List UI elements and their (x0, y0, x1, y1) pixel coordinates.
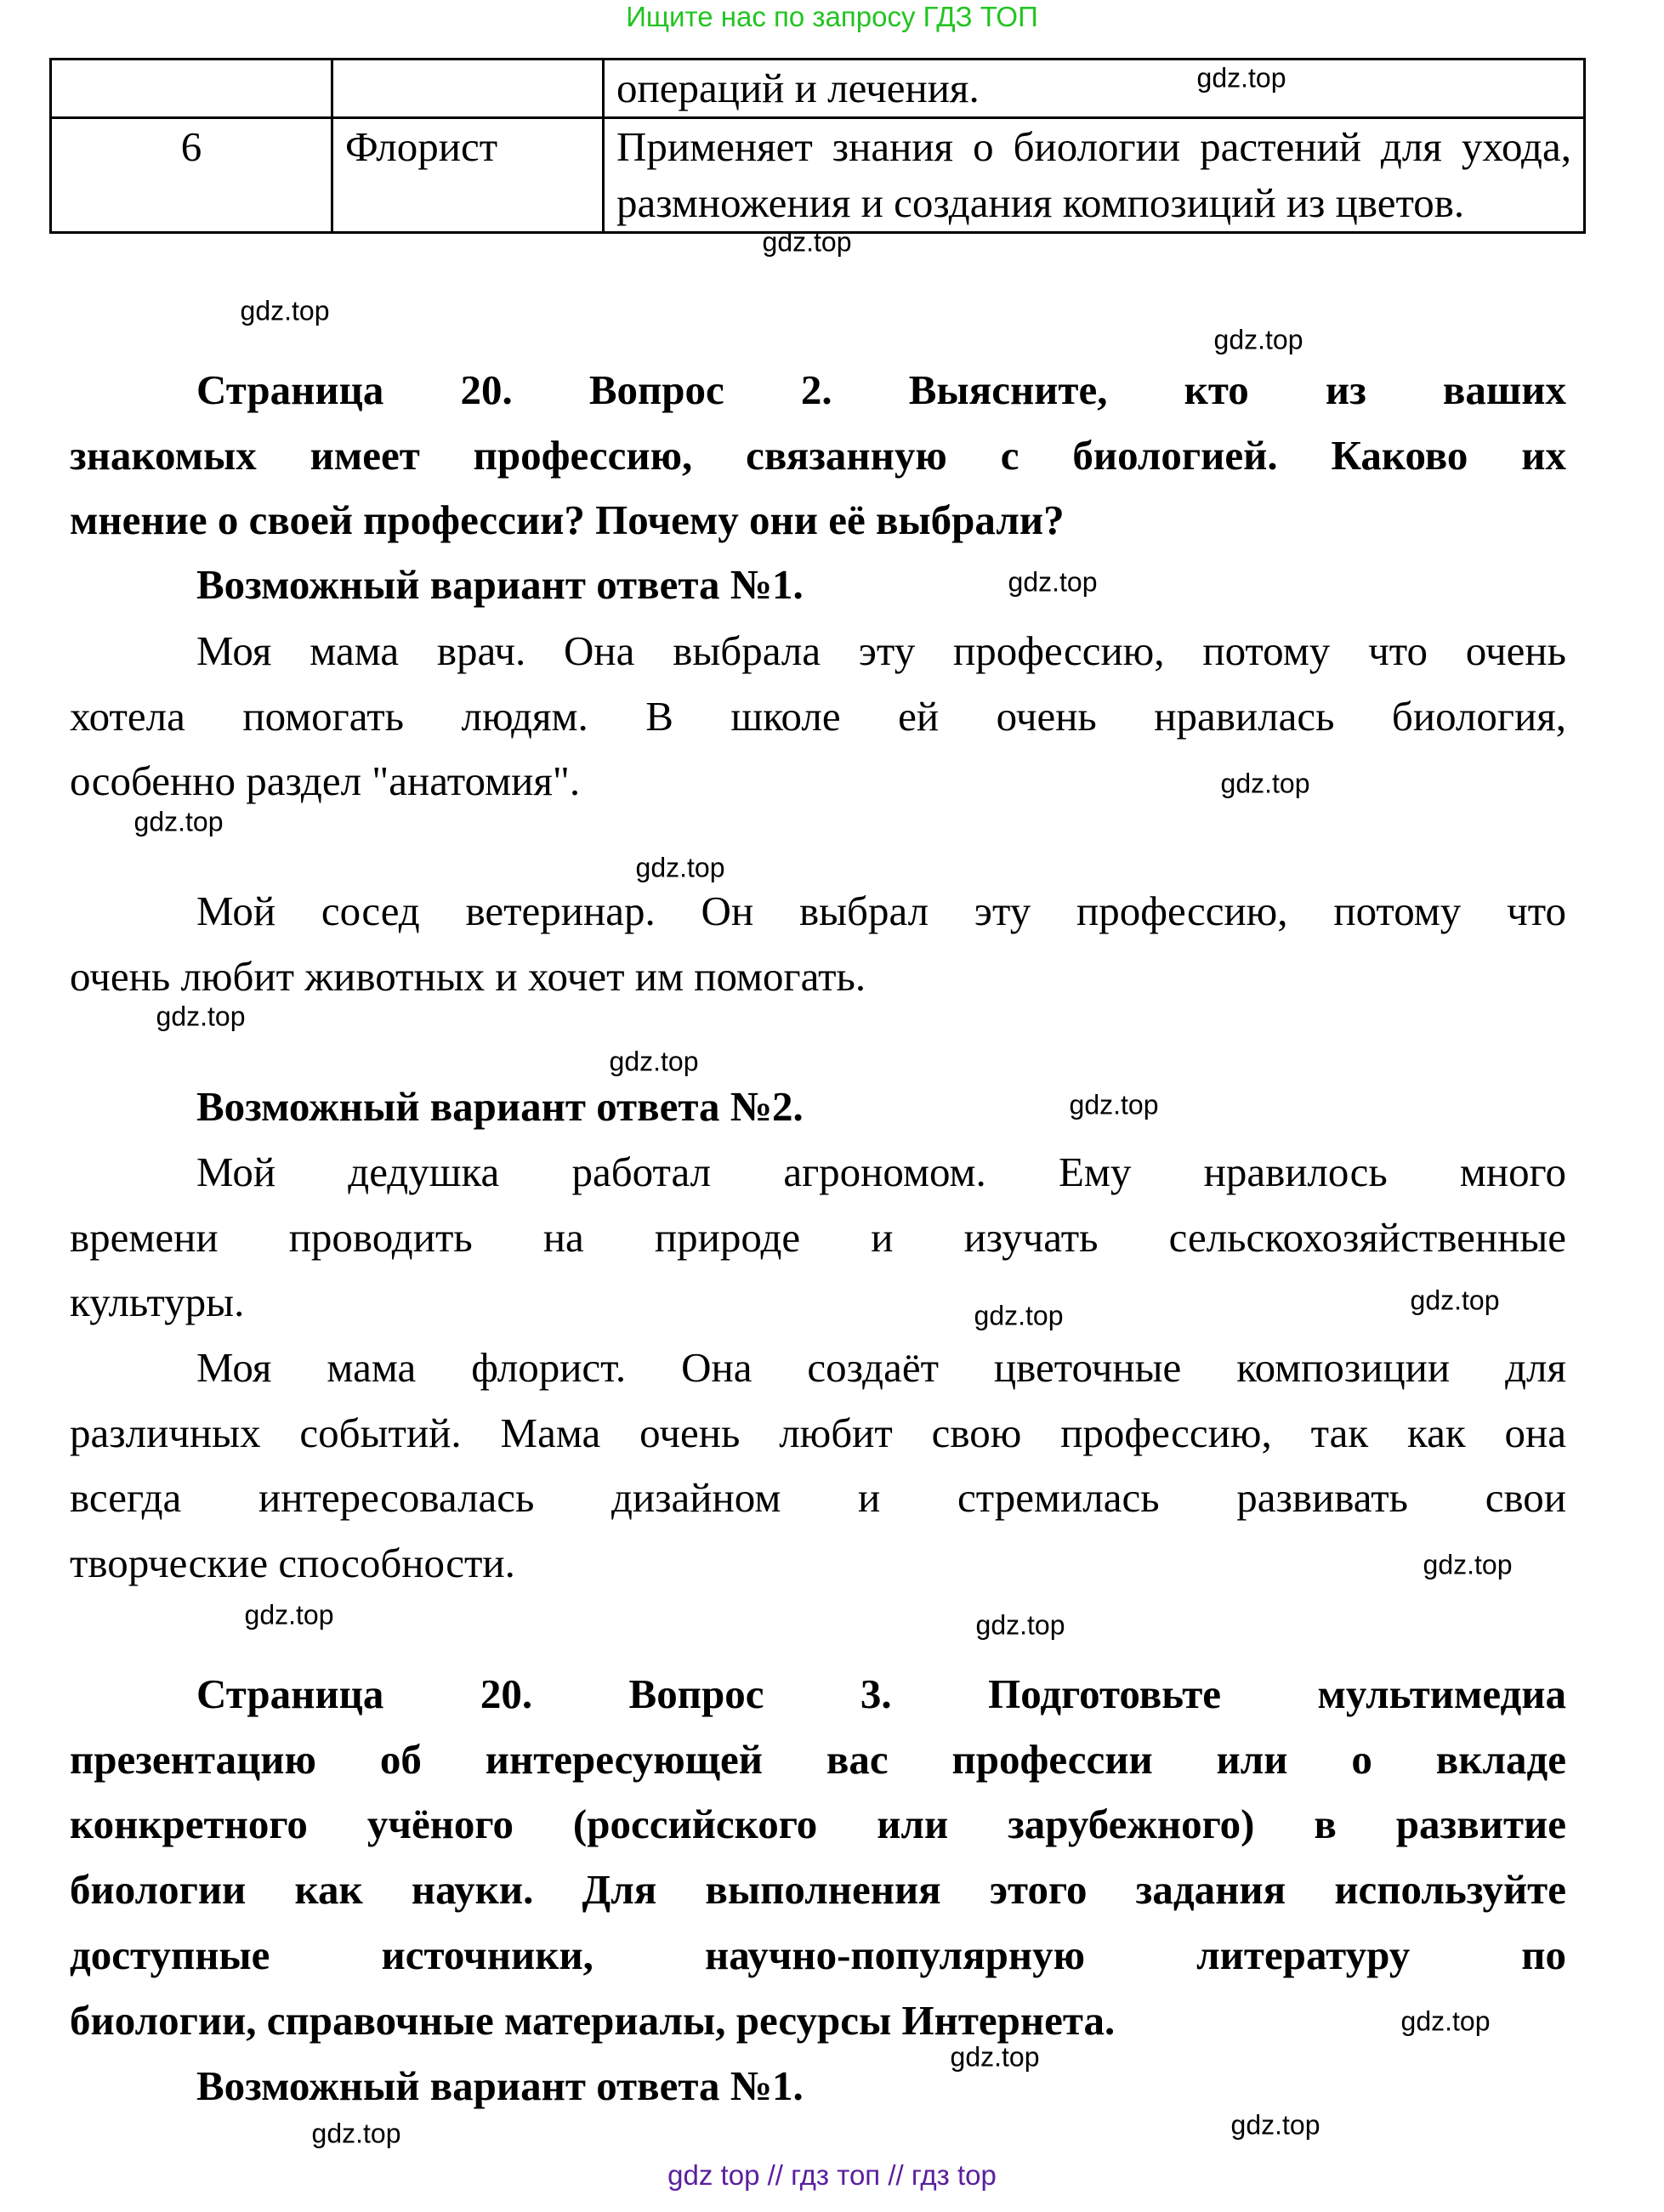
watermark: gdz.top (240, 295, 330, 326)
watermark: gdz.top (133, 806, 224, 837)
text-line: доступные источники, научно-популярную литературу по (70, 1931, 1566, 1978)
footer-links[interactable]: gdz top // гдз топ // гдз top (667, 2159, 997, 2191)
text-line: конкретного учёного (российского или зарубежного) в развитие (70, 1801, 1566, 1848)
watermark: gdz.top (975, 1609, 1065, 1641)
table-row (51, 60, 1585, 118)
watermark: gdz.top (635, 852, 725, 883)
text-line: мнение о своей профессии? Почему они её выбрали? (70, 496, 1065, 544)
answer-paragraph (70, 619, 1566, 814)
text-line: Возможный вариант ответа №1. (196, 561, 804, 608)
text-line: хотела помогать людям. В школе ей очень нравилась биология, (70, 692, 1566, 740)
search-banner[interactable]: Ищите нас по запросу ГДЗ ТОП (626, 1, 1038, 32)
text-line: презентацию об интересующей вас профессии или о вкладе (70, 1735, 1566, 1783)
text-line: Возможный вариант ответа №1. (196, 2062, 804, 2109)
description-line: Применяет знания о биологии растений для ухода, (616, 123, 1571, 170)
text-line: Страница 20. Вопрос 2. Выясните, кто из ваших (196, 366, 1566, 413)
question-2-heading (70, 358, 1566, 553)
text-line: творческие способности. (70, 1540, 515, 1587)
watermark: gdz.top (311, 2118, 401, 2149)
watermark: gdz.top (1213, 324, 1303, 355)
table-cell-profession (332, 60, 604, 118)
table-cell-number: 6 (51, 118, 332, 233)
watermark: gdz.top (974, 1300, 1064, 1331)
text-line: культуры. (70, 1279, 245, 1326)
watermark: gdz.top (1220, 768, 1310, 799)
text-line: различных событий. Мама очень любит свою профессию, так как она (70, 1409, 1566, 1456)
question-3-heading (70, 1662, 1566, 2053)
description-line: размножения и создания композиций из цветов. (616, 179, 1465, 226)
answer-variant-1-heading (70, 2054, 1566, 2119)
answer-paragraph (70, 879, 1566, 1009)
table-row (51, 118, 1585, 233)
watermark: gdz.top (762, 226, 852, 258)
watermark: gdz.top (1230, 2109, 1320, 2141)
text-line: Страница 20. Вопрос 3. Подготовьте мультимедиа (196, 1670, 1566, 1717)
text-line: биологии, справочные материалы, ресурсы Интернета. (70, 1996, 1116, 2044)
text-line: особенно раздел "анатомия". (70, 757, 581, 805)
watermark: gdz.top (156, 1001, 246, 1032)
table-cell-description (604, 60, 1585, 118)
watermark: gdz.top (1069, 1089, 1159, 1120)
text-line: Мой дедушка работал агрономом. Ему нравилось много (196, 1149, 1566, 1195)
text-line: Моя мама флорист. Она создаёт цветочные композиции для (196, 1344, 1566, 1391)
text-line: всегда интересовалась дизайном и стремилась развивать свои (70, 1474, 1566, 1522)
text-line: Возможный вариант ответа №2. (196, 1083, 804, 1130)
professions-table (49, 58, 1586, 234)
answer-paragraph (70, 1336, 1566, 1597)
answer-variant-1-heading (70, 553, 1566, 618)
text-line: времени проводить на природе и изучать сельскохозяйственные (70, 1213, 1566, 1261)
text-line: Моя мама врач. Она выбрала эту профессию, потому что очень (196, 627, 1566, 674)
watermark: gdz.top (1410, 1285, 1500, 1316)
watermark: gdz.top (609, 1046, 699, 1077)
table-cell-profession: Флорист (332, 118, 604, 233)
text-line: биологии как науки. Для выполнения этого задания используйте (70, 1866, 1566, 1914)
text-line: очень любит животных и хочет им помогать. (70, 952, 866, 1000)
table-cell-number (51, 60, 332, 118)
watermark: gdz.top (1196, 62, 1286, 94)
watermark: gdz.top (244, 1599, 334, 1631)
table-cell-description (604, 118, 1585, 233)
watermark: gdz.top (1008, 566, 1098, 598)
watermark: gdz.top (950, 2041, 1040, 2073)
text-line: знакомых имеет профессию, связанную с биологией. Каково их (70, 431, 1566, 479)
watermark: gdz.top (1423, 1549, 1513, 1580)
watermark: gdz.top (1400, 2005, 1491, 2037)
description-line: операций и лечения. (616, 65, 980, 111)
answer-variant-2-heading (70, 1075, 1566, 1140)
text-line: Мой сосед ветеринар. Он выбрал эту профессию, потому что (196, 888, 1566, 934)
answer-paragraph (70, 1140, 1566, 1336)
